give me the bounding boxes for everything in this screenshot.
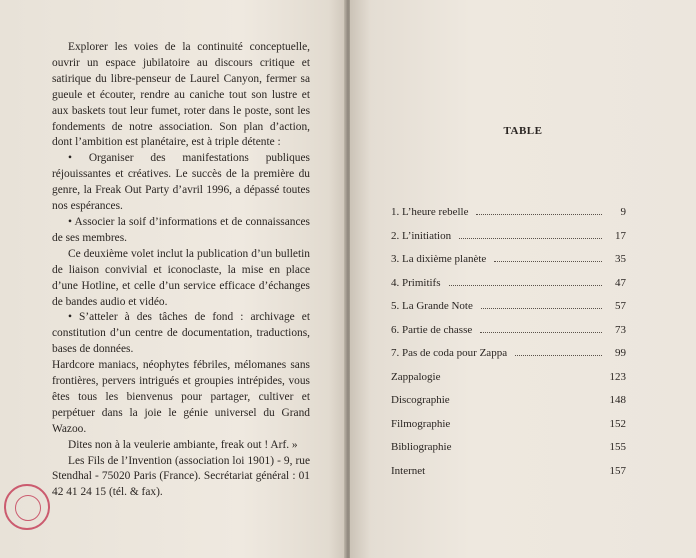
- toc-entry: [391, 347, 626, 371]
- library-stamp-icon: [4, 484, 50, 530]
- toc-entry-label: Zappalogie: [391, 370, 441, 383]
- toc-title: TABLE: [503, 125, 543, 137]
- paragraph: Ce deuxième volet inclut la publication d’un bulletin de liaison convivial et iconoclaste, la mise en place d’une Hotline, et celle d’un service efficace d’échanges de bandes audio et vidéo.: [52, 247, 310, 308]
- toc-entry-page: 99: [615, 347, 626, 359]
- toc-entry: [391, 465, 626, 489]
- toc-leader-dots: [515, 347, 602, 356]
- toc-leader-dots: [459, 230, 602, 239]
- toc-leader-dots: [476, 206, 602, 215]
- toc-entry-page: 148: [609, 394, 626, 406]
- table-of-contents: [391, 206, 626, 488]
- toc-entry-label: 2. L’initiation: [391, 229, 452, 242]
- toc-entry-page: 17: [615, 229, 626, 242]
- paragraph: • S’atteler à des tâches de fond : archivage et constitution d’un centre de documentation, traductions, bases de données.: [52, 311, 310, 356]
- left-page: [0, 0, 346, 558]
- toc-leader-dots: [433, 465, 602, 474]
- toc-entry-label: Internet: [391, 464, 426, 477]
- paragraph: • Organiser des manifestations publiques réjouissantes et créatives. Le succès de la première du genre, la Freak Out Party d’avril 1996, a dépassé toutes nos espérances.: [52, 152, 310, 213]
- toc-entry-page: 9: [620, 206, 626, 218]
- toc-entry: [391, 230, 626, 254]
- toc-entry: [391, 418, 626, 442]
- toc-entry: [391, 324, 626, 348]
- toc-entry-page: 73: [615, 323, 626, 336]
- toc-leader-dots: [458, 394, 602, 403]
- paragraph: • Associer la soif d’informations et de connaissances de ses membres.: [52, 215, 310, 244]
- toc-entry-page: 47: [615, 276, 626, 289]
- toc-entry-label: 4. Primitifs: [391, 276, 441, 289]
- toc-entry: [391, 300, 626, 324]
- toc-entry: [391, 394, 626, 418]
- toc-entry-page: 157: [609, 464, 626, 477]
- toc-entry-page: 123: [609, 370, 626, 383]
- toc-leader-dots: [448, 371, 602, 380]
- toc-entry-page: 35: [615, 253, 626, 265]
- toc-entry: [391, 277, 626, 301]
- body-text: [52, 40, 310, 501]
- toc-leader-dots: [460, 441, 603, 450]
- toc-leader-dots: [449, 277, 602, 286]
- paragraph: Explorer les voies de la continuité conceptuelle, ouvrir un espace jubilatoire au discours critique et satirique du libre-penseur de Laurel Canyon, fermer sa gueule et écouter, rendre au caniche tout son lustre et aux baskets tout leur fumet, roter dans le poste, sont les fondements de notre association. Son plan d’action, dont l’ambition est planétaire, est à triple détente :: [52, 41, 310, 149]
- toc-entry-label: 5. La Grande Note: [391, 300, 473, 312]
- paragraph: Dites non à la veulerie ambiante, freak out ! Arf. »: [68, 438, 298, 451]
- toc-entry: [391, 441, 626, 465]
- toc-leader-dots: [458, 418, 602, 427]
- toc-entry-label: Bibliographie: [391, 441, 452, 453]
- toc-entry: [391, 371, 626, 395]
- toc-leader-dots: [481, 300, 602, 309]
- toc-leader-dots: [494, 253, 602, 262]
- toc-entry-label: 1. L’heure rebelle: [391, 206, 469, 218]
- toc-entry-label: Discographie: [391, 394, 450, 406]
- toc-entry-label: Filmographie: [391, 417, 451, 430]
- toc-leader-dots: [480, 324, 602, 333]
- toc-entry: [391, 206, 626, 230]
- paragraph: Les Fils de l’Invention (association loi 1901) - 9, rue Stendhal - 75020 Paris (France). Secrétariat général : 01 42 41 24 15 (tél. & fax).: [52, 454, 310, 499]
- toc-entry-page: 152: [609, 417, 626, 430]
- toc-entry: [391, 253, 626, 277]
- toc-entry-page: 155: [609, 441, 626, 453]
- toc-entry-page: 57: [615, 300, 626, 312]
- toc-entry-label: 3. La dixième planète: [391, 253, 487, 265]
- toc-entry-label: 7. Pas de coda pour Zappa: [391, 347, 508, 359]
- paragraph: Hardcore maniacs, néophytes fébriles, mélomanes sans frontières, pervers intrigués et groupies intrépides, vous êtes tous les bienvenus pour partager, cultiver et perpétuer dans la joie le génie universel du Grand Wazoo.: [52, 359, 310, 435]
- toc-entry-label: 6. Partie de chasse: [391, 323, 473, 336]
